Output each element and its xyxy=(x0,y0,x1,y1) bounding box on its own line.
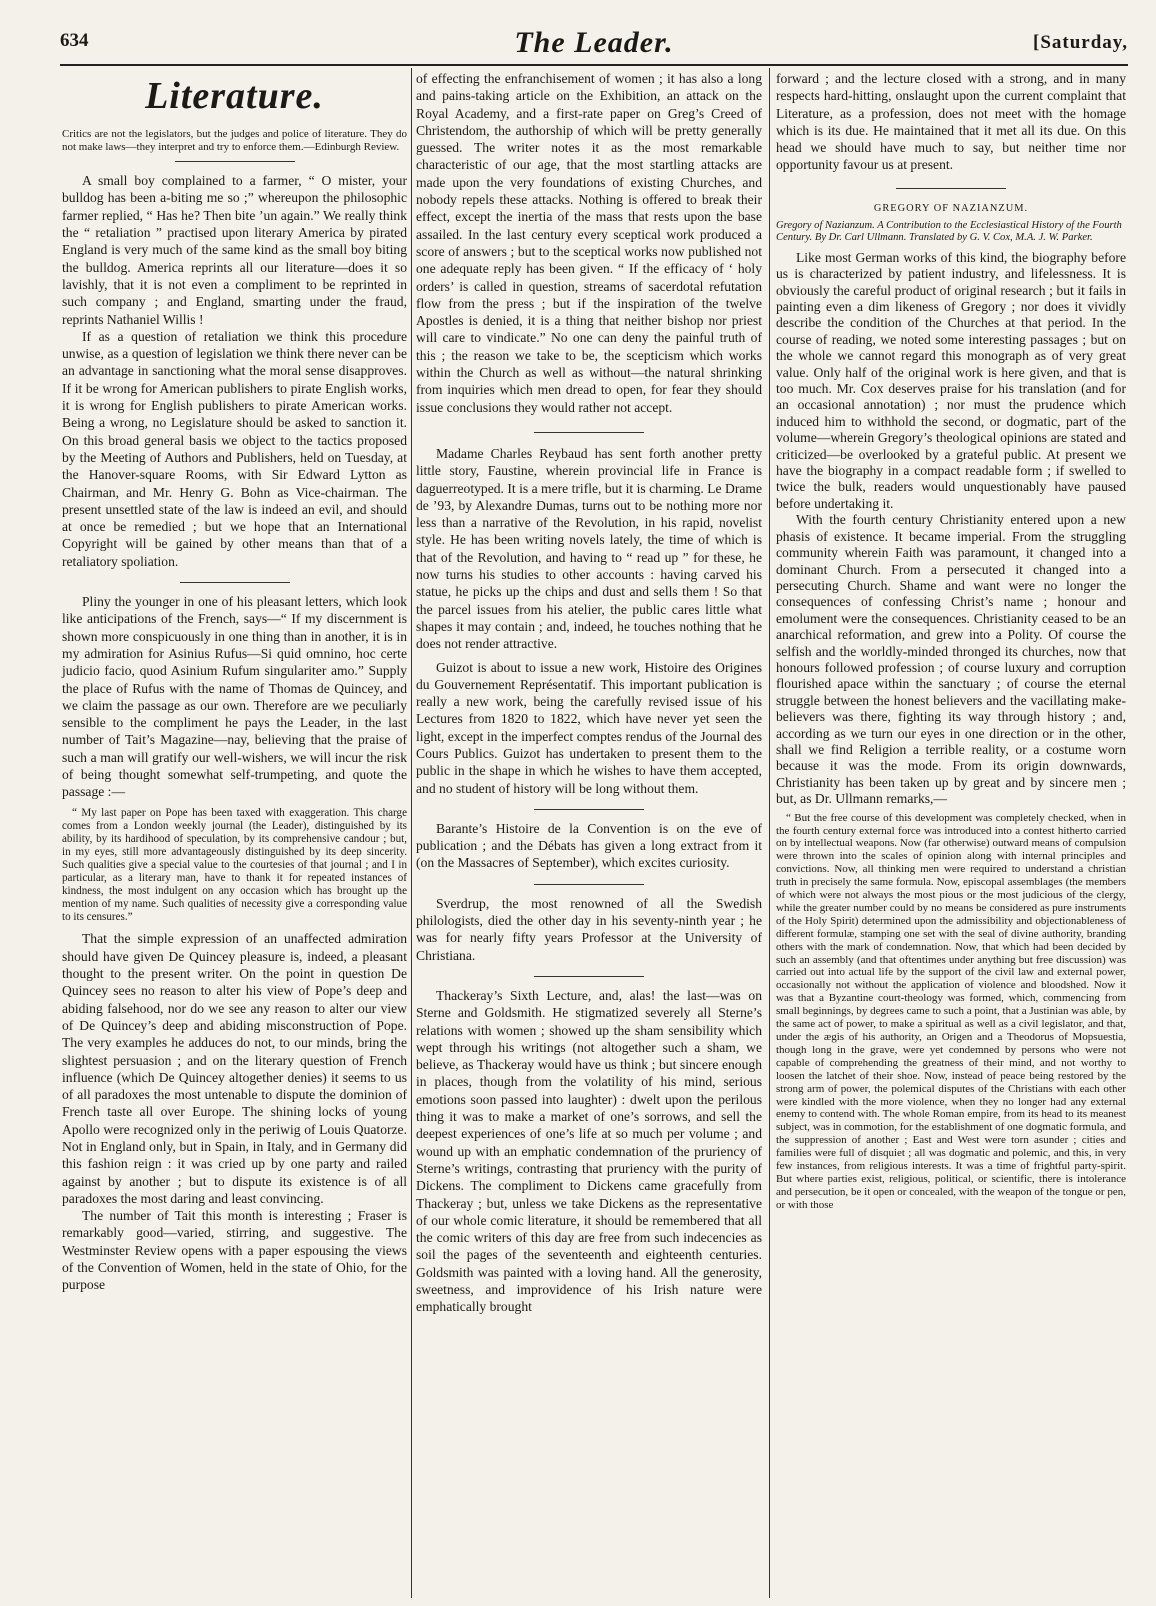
review-paragraph: With the fourth century Christianity entered upon a new phasis of existence. It became imperial. From the struggling community wherein Faith was paramount, it changed into a dominant Church. From a persecuted it changed into a persecuting Church. Shame and want were no longer the consequences of confessing Christ’s name ; honour and emolument were the consequences. Christianity ceased to be an anarchical reformation, and grew into a Polity. Of course the selfish and the worldly-minded thronged its churches, now that honours followed profession ; of course luxury and corruption flourished apace within the sanctuary ; of course the eternal struggle between the honest believers and the vacillating make-believers was there, fighting its way through history ; and, according as we turn our eyes in one direction or in the other, shall we find Religion a terrible reality, or a costume worn because it was the mode. From its origin downwards, Christianity has been taken up by great and by sincere men ; but, as Dr. Ullmann remarks,— xyxy=(776,512,1126,807)
column-3 xyxy=(776,70,1126,1212)
article-paragraph: If as a question of retaliation we think this procedure unwise, as a question of legislation we think there never can be an advantage in sanctioning what the moral sense disapproves. If it be wrong for American publishers to pirate English works, it is wrong for English publishers to pirate American works. Being a wrong, no Legislature should be asked to sanction it. On this broad general basis we object to the tactics proposed by the Meeting of Authors and Publishers, held on Tuesday, at the Hanover-square Rooms, with Sir Edward Lytton as Chairman, and Mr. Henry G. Bohn as Vice-chairman. The present unsettled state of the law is indeed an evil, and should at once be remedied ; but we hope that an International Copyright will be gained by other means than that of a retaliatory spoliation. xyxy=(62,328,407,569)
article-paragraph: A small boy complained to a farmer, “ O mister, your bulldog has been a-biting me so ;” whereupon the philosophic farmer replied, “ Has he? Then bite ’un again.” We really think the “ retaliation ” practised upon literary America by pirated England is very much of the same kind as the small boy biting the bulldog. America reprints all our literature—does it so lavishly, that it is not even a compliment to be reprinted in such company ; and England, smarting under the fraud, reprints Nathaniel Willis ! xyxy=(62,173,407,327)
article-paragraph: of effecting the enfranchisement of women ; it has also a long and pains-taking article on the Exhibition, an attack on the Royal Academy, and a first-rate paper on Greg’s Creed of Christendom, the authorship of which will be pretty generally guessed. The writer notes it as the most remarkable characteristic of our age, that the most startling attacks are made upon the very foundations of existing Churches, and nobody repels these attacks. Nothing is offered to break their effect, except the inertia of the mass that rests upon the base assailed. In the last century every sceptical work produced a score of answers ; but to the sceptical works now published not one adequate reply has been given. “ If the efficacy of ‘ holy orders’ is called in question, streams of sacerdotal refutation flow from the press ; but if the inspiration of the twelve Apostles is denied, it is a thing that neither bishop nor priest will care to vindicate.” No one can deny the painful truth of this ; the reason we take to be, the scepticism which works within the Church as well as without—the natural shrinking from inquiries which men dread to open, for fear they should issue conclusions they would rather not accept. xyxy=(416,71,762,415)
page-header xyxy=(60,26,1128,62)
masthead-title: The Leader. xyxy=(514,26,674,59)
column-divider xyxy=(769,68,770,1598)
page-number: 634 xyxy=(60,30,89,51)
article-paragraph: Sverdrup, the most renowned of all the Swedish philologists, died the other day in his seventy-ninth year ; he was for nearly fifty years Professor at the University of Christiana. xyxy=(416,895,762,963)
separator xyxy=(534,432,644,433)
article-paragraph: forward ; and the lecture closed with a strong, and in many respects hard-hitting, onslaught upon the current complaint that Literature, as a profession, does not meet with the homage which is its due. He maintained that it met all its due. On this head we should have much to say, but neither time nor opportunity favour us at present. xyxy=(776,71,1126,173)
article-paragraph: The number of Tait this month is interesting ; Fraser is remarkably good—varied, stirring, and suggestive. The Westminster Review opens with a paper espousing the views of the Convention of Women, held in the state of Ohio, for the purpose xyxy=(62,1208,407,1293)
article-paragraph: Barante’s Histoire de la Convention is on the eve of publication ; and the Débats has given a long extract from it (on the Massacres of September), which excites curiosity. xyxy=(416,820,762,871)
separator xyxy=(896,188,1006,189)
section-title: Literature. xyxy=(145,75,324,117)
separator xyxy=(534,976,644,977)
separator xyxy=(534,809,644,810)
article-paragraph: That the simple expression of an unaffected admiration should have given De Quincey pleasure is, indeed, a pleasant thought to the present writer. On the point in question De Quincey sees no reason to alter his view of Pope’s deep and abiding falsehood, nor do we see any reason to alter our view of De Quincey’s deep and abiding misconstruction of Pope. The very examples he adduces do not, to our minds, bring the slightest persuasion ; and on the literary question of French influence (which De Quincey altogether denies) it seems to us of all paradoxes the most untenable to dispute the dominion of French taste all over Europe. The shining locks of young Apollo were recognized only in the periwig of Louis Quatorze. Not in England only, but in Spain, in Italy, and in Germany did this fashion reign : it was cried up by one party and railed against by another ; but to dispute its existence is of all paradoxes the most daring and least convincing. xyxy=(62,931,407,1206)
separator xyxy=(534,884,644,885)
section-motto: Critics are not the legislators, but the judges and police of literature. They do not make laws—they interpret and try to enforce them.—Edinburgh Review. xyxy=(62,128,407,153)
column-divider xyxy=(411,68,412,1598)
review-paragraph: Like most German works of this kind, the biography before us is characterized by patient industry, and lifelessness. It is obviously the careful product of original research ; but it fails in painting even a dim likeness of Gregory ; nor does it vividly describe the condition of the Churches at that period. In the course of reading, we noted some interesting passages ; but on the whole we cannot regard this monograph as of very great value. Only half of the original work is here given, and that is too much. Mr. Cox deserves praise for his translation (and for an occasional annotation) ; nor must the prudence which induced him to withhold the second, or dogmatic, part of the volume—wherein Gregory’s theological opinions are stated and criticized—be overlooked by a grateful public. At present we have the biography in a compact readable form ; if swelled to twice the bulk, readers would unquestionably have paused before undertaking it. xyxy=(776,249,1126,511)
column-1 xyxy=(62,70,407,1294)
review-heading: GREGORY OF NAZIANZUM. xyxy=(873,202,1029,214)
article-paragraph: Thackeray’s Sixth Lecture, and, alas! the last—was on Sterne and Goldsmith. He stigmatized severely all Sterne’s relations with women ; showed up the sham sensibility which wept through his writings (not altogether such a sham, we believe, as Thackeray would have us think ; but sincere enough in places, though from the volatility of his mind, serious emotions soon passed into laughter) : dwelt upon the perilous thing it was to make a market of one’s sorrows, and sell the deepest experiences of one’s life at so much per volume ; and wound up with an emphatic condemnation of the pruriency of Sterne’s writings, contrasting that pruriency with the purity of Dickens. The compliment to Dickens came gracefully from Thackeray ; but, unless we take Dickens as the representative of our whole comic literature, it should be remembered that all the comic writers of this day are free from such indecencies as soil the pages of the seventeenth and eighteenth centuries. Goldsmith was painted with a loving hand. All the generosity, sweetness, and improvidence of his Irish nature were emphatically brought xyxy=(416,987,762,1315)
article-paragraph: Guizot is about to issue a new work, Histoire des Origines du Gouvernement Représentatif. This important publication is really a new work, being the carefully revised issue of his Lectures from 1820 to 1822, which have never yet seen the light, except in the imperfect comptes rendus of the Journal des Cours Publics. Guizot has undertaken to present them to the public in the shape in which he wishes to have them accepted, and no student of history will be long without them. xyxy=(416,659,762,796)
separator xyxy=(175,161,295,162)
article-paragraph: Pliny the younger in one of his pleasant letters, which look like anticipations of the French, says—“ If my discernment is shown more conspicuously in one thing than in another, it is in my admiration for Asinius Rufus—Si quid omnino, hoc certe judicio facio, quod Asinium Rufum singulariter amo.” Supply the place of Rufus with the name of Thomas de Quincey, and we claim the passage as our own. Therefore are we peculiarly sensible to the compliment he pays the Leader, in the last number of Tait’s Magazine—nay, believing that the praise of such a man will gratify our well-wishers, we will incur the risk of being thought somewhat self-trumpeting, and quote the passage :— xyxy=(62,594,407,800)
article-paragraph: Madame Charles Reybaud has sent forth another pretty little story, Faustine, wherein provincial life in France is daguerreotyped. It is a mere trifle, but it is charming. Le Drame de ’93, by Alexandre Dumas, turns out to be nothing more nor less than a narrative of the Revolution, in his rapid, novelist style. He has been writing novels lately, the time of which is that of the Revolution, and having to “ read up ” for these, he now turns his studies to other accounts : having carved his statue, he picks up the chips and dust and sells them ! So that the parcel issues from his atelier, the public cares little what shapes it may contain ; and, indeed, he touches nothing that he does not render attractive. xyxy=(416,445,762,652)
block-quote: “ But the free course of this development was completely checked, when in the fourth century external force was introduced into a contest hitherto carried on by intellectual weapons. Now (far otherwise) outward means of compulsion were thrown into the scales of opinion along with internal principles and convictions. Now, all thinking men were required to understand a christian truth in precisely the same formula. Now, episcopal assemblages (the members of which were not always the most pious or the most judicious of the clergy, while the greater number could by no means be considered as pure instruments of the Holy Spirit) determined upon the admissibility and objectionableness of different formulæ, stamping one set with the seal of divine authority, branding others with the mark of condemnation. Now, that which had been decided by such an assembly (and that oftentimes under anything but free discussion) was carried out into actual life by the support of the civil law and external power, occasionally not without the application of violence and bloodshed. Now it was that a Byzantine court-theology was formed, which, commencing from small beginnings, by degrees came to such a point, that a Justinian was able, by the same act of power, to make a spiritual as well as a civil legislator, and that, under the ægis of his authority, an Origen and a Theodorus of Mopsuestia, though long in the grave, were yet condemned by persons who were not capable of comprehending the greatness of their mind, and not worthy to loosen the latchet of their shoe. Now, instead of peace being restored by the strong arm of power, the polemical disputes of the Christians with each other were kindled with the more violence, when they no longer had any external enemy to contend with. The whole Roman empire, from its head to its meanest subject, was in commotion, for the establishment of one dogmatic formula, and the suppression of another ; East and West were torn asunder ; cities and families were full of disquiet ; all was dogmatic and polemic, and this, in very few instances, from religious interests. It was a time of frightful party-spirit. But where parties exist, religious, political, or scientific, there is intolerance and persecution, be it open or concealed, with the weapon of the tongue or pen, or with those xyxy=(776,811,1126,1211)
book-reference: Gregory of Nazianzum. A Contribution to the Ecclesiastical History of the Fourth Century. By Dr. Carl Ullmann. Translated by G. V. Cox, M.A. J. W. Parker. xyxy=(776,219,1122,243)
issue-day: [Saturday, xyxy=(1033,32,1128,53)
block-quote: “ My last paper on Pope has been taxed with exaggeration. This charge comes from a London weekly journal (the Leader), distinguished by its ability, by its hardihood of speculation, by its comprehensive candour ; but, in my eyes, still more advantageously distinguished by its deep sincerity. Such qualities give a special value to the courtesies of that journal ; and I in particular, as a literary man, have to thank it for repeated instances of kindness, the most indulgent on any occasion which has brought up the mention of my name. Such qualities of necessity give a corresponding value to its censures.” xyxy=(62,806,407,924)
column-2 xyxy=(416,70,762,1316)
separator xyxy=(180,582,290,583)
header-rule xyxy=(60,64,1128,66)
